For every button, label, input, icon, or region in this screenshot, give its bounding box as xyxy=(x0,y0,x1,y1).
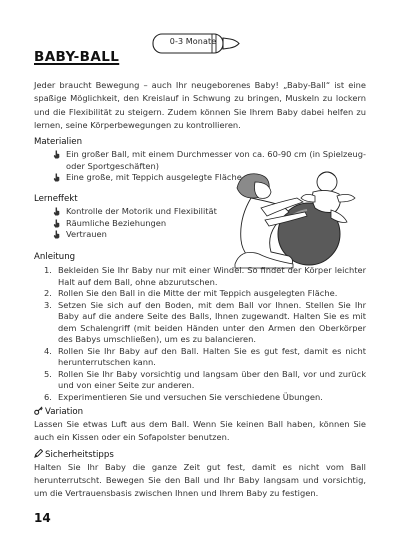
learning-heading: Lerneffekt xyxy=(34,194,78,204)
material-text: Eine große, mit Teppich ausgelegte Fläche xyxy=(66,172,242,183)
list-item xyxy=(44,369,366,392)
hand-pointer-icon xyxy=(52,219,61,228)
list-item xyxy=(44,346,366,369)
step-text: Rollen Sie Ihr Baby auf den Ball. Halten Sie es gut fest, damit es nicht herunterrutschen kann. xyxy=(58,345,366,367)
list-item xyxy=(52,206,232,218)
learning-text: Räumliche Beziehungen xyxy=(66,217,167,228)
variation-heading xyxy=(34,406,83,417)
page-number: 14 xyxy=(34,511,51,525)
list-item xyxy=(44,300,366,346)
step-number: 4. xyxy=(44,345,52,356)
list-item xyxy=(52,218,232,230)
list-item xyxy=(44,392,366,404)
step-number: 5. xyxy=(44,368,52,379)
list-item xyxy=(44,265,366,288)
hand-pointer-icon xyxy=(52,173,61,182)
step-number: 3. xyxy=(44,299,52,310)
hand-pointer-icon xyxy=(52,207,61,216)
page-title: BABY-BALL xyxy=(34,49,120,65)
list-item xyxy=(52,229,232,241)
hand-pointer-icon xyxy=(52,150,61,159)
variation-heading-text: Variation xyxy=(45,407,84,417)
mother-baby-ball-illustration xyxy=(231,168,371,270)
variation-paragraph: Lassen Sie etwas Luft aus dem Ball. Wenn Sie keinen Ball haben, können Sie auch ein Kissen oder ein Sofapolster benutzen. xyxy=(34,419,366,443)
safety-heading-text: Sicherheitstipps xyxy=(45,450,114,460)
instructions-heading: Anleitung xyxy=(34,252,76,262)
step-text: Experimentieren Sie und versuchen Sie verschiedene Übungen. xyxy=(58,391,323,402)
key-icon xyxy=(34,406,43,415)
learning-list xyxy=(52,206,232,241)
age-badge xyxy=(152,33,242,54)
safety-paragraph: Halten Sie Ihr Baby die ganze Zeit gut fest, damit es nicht vom Ball herunterrutscht. Bewegen Sie den Ball und Ihr Baby langsam und vorsichtig, um die Vertrauensbasis zwischen Ihnen und Ihrem Baby zu festigen. xyxy=(34,462,366,499)
learning-text: Kontrolle der Motorik und Flexibilität xyxy=(66,206,217,216)
age-range-label: 0-3 Monate xyxy=(169,37,217,46)
intro-paragraph: Jeder braucht Bewegung – auch Ihr neugeborenes Baby! „Baby-Ball“ ist eine spaßige Möglichkeit, den Kreislauf in Schwung zu bringen, Muskeln zu lockern und die Flexibilität zu steigern. Zudem können Sie Ihrem Baby dabei helfen zu lernen, seine Körperbewegungen zu kontrollieren. xyxy=(34,80,366,131)
instructions-list xyxy=(44,265,366,403)
step-text: Bekleiden Sie Ihr Baby nur mit einer Windel. So findet der Körper leichter Halt auf dem Ball, ohne abzurutschen. xyxy=(58,265,366,287)
step-text: Setzen Sie sich auf den Boden, mit dem Ball vor Ihnen. Stellen Sie Ihr Baby auf die andere Seite des Balls, Ihnen zugewandt. Halten Sie es mit dem Schalengriff (mit beiden Händen unter den Armen den Oberkörper des Babys umschließen), um es zu balancieren. xyxy=(58,299,366,344)
hand-pointer-icon xyxy=(52,230,61,239)
step-number: 1. xyxy=(44,265,52,275)
safety-heading xyxy=(34,449,114,460)
step-number: 6. xyxy=(44,391,52,402)
step-number: 2. xyxy=(44,288,52,298)
list-item xyxy=(44,288,366,300)
learning-text: Vertrauen xyxy=(66,229,107,240)
materials-heading: Materialien xyxy=(34,137,83,147)
pencil-icon xyxy=(34,449,43,458)
step-text: Rollen Sie Ihr Baby vorsichtig und langsam über den Ball, vor und zurück und von einer Seite zur anderen. xyxy=(58,368,366,390)
material-text: Ein großer Ball, mit einem Durchmesser von ca. 60-90 cm (in Spielzeug- oder Sportgeschäften) xyxy=(66,149,367,171)
step-text: Rollen Sie den Ball in die Mitte der mit Teppich ausgelegten Fläche. xyxy=(58,288,338,298)
